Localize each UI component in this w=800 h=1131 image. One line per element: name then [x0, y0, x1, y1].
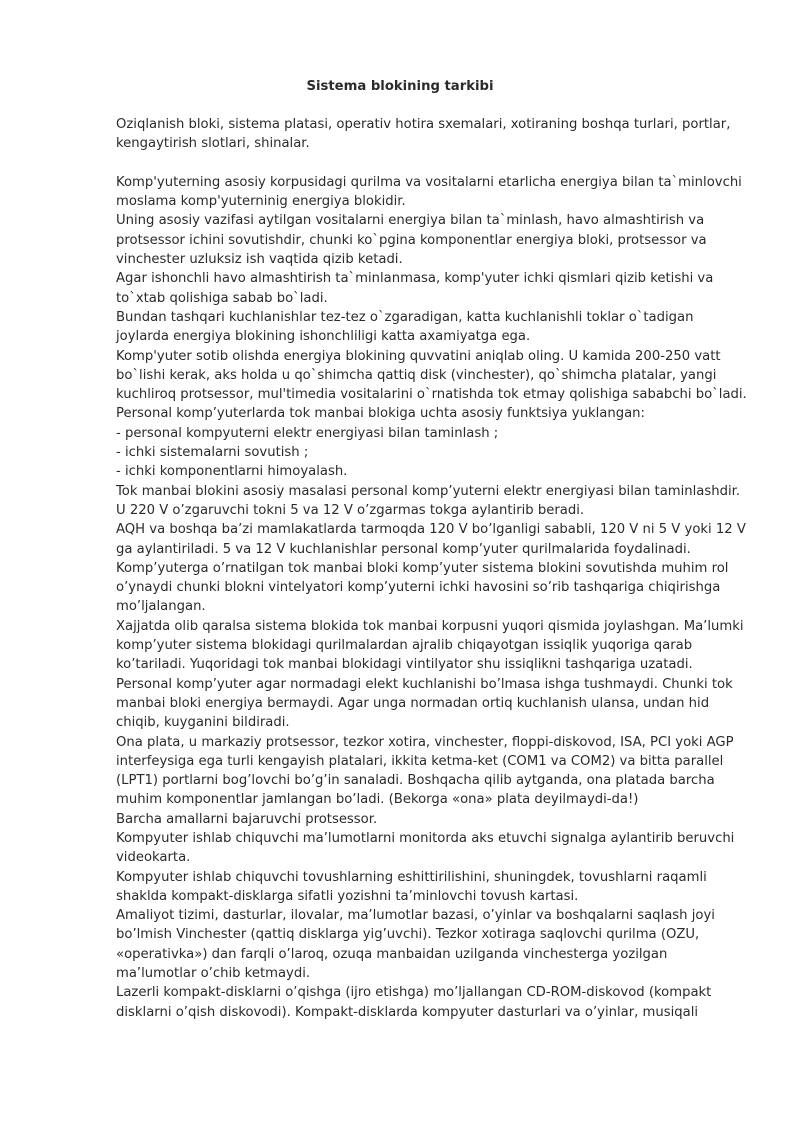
- paragraph: Personal komp’yuterlarda tok manbai blokiga uchta asosiy funktsiya yuklangan:: [116, 406, 645, 422]
- paragraph: Amaliyot tizimi, dasturlar, ilovalar, ma’lumotlar bazasi, o’yinlar va boshqalarni saqlash joyi bo’lmish Vinchester (qattiq disklarga yig’uvchi). Tezkor xotiraga saqlovchi qurilma (OZU, «operativka») dan farqli o’laroq, ozuqa manbaidan uzilganda vinchesterga yozilgan ma’lumotlar o’chib ketmaydi.: [116, 908, 715, 982]
- document-title: Sistema blokining tarkibi: [306, 79, 494, 94]
- paragraph: Lazerli kompakt-disklarni o’qishga (ijro etishga) mo’ljallangan CD-ROM-diskovod (kompakt disklarni o’qish diskovodi). Kompakt-disklarda kompyuter dasturlari va o’yinlar, musiqali: [116, 985, 712, 1020]
- paragraph: Komp'yuter sotib olishda energiya blokining quvvatini aniqlab oling. U kamida 200-250 vatt bo`lishi kerak, aks holda u qo`shimcha qattiq disk (vinchester), qo`shimcha platalar, yangi kuchliroq protsessor, mul'timedia vositalarini o`rnatishda tok etmay qolishiga sababchi bo`ladi.: [116, 348, 747, 403]
- list-item: - ichki komponentlarni himoyalash.: [116, 464, 348, 480]
- list-item: - ichki sistemalarni sovutish ;: [116, 445, 309, 461]
- paragraph: Kompyuter ishlab chiquvchi tovushlarning eshittirilishini, shuningdek, tovushlarni raqamli shaklda kompakt-disklarga sifatli yozishni ta’minlovchi tovush kartasi.: [116, 869, 707, 904]
- paragraph: AQH va boshqa ba’zi mamlakatlarda tarmoqda 120 V bo’lganligi sababli, 120 V ni 5 V yoki 12 V ga aylantiriladi. 5 va 12 V kuchlanishlar personal komp’yuter qurilmalarida foydalinadi.: [116, 522, 746, 557]
- paragraph: Personal komp’yuter agar normadagi elekt kuchlanishi bo’lmasa ishga tushmaydi. Chunki tok manbai bloki energiya bermaydi. Agar unga normadan ortiq kuchlanish ulansa, undan hid chiqib, kuyganini bildiradi.: [116, 676, 733, 731]
- list-item: - personal kompyuterni elektr energiyasi bilan taminlash ;: [116, 425, 499, 441]
- paragraph-spacer: [116, 154, 748, 173]
- paragraph: Komp'yuterning asosiy korpusidagi qurilma va vositalarni etarlicha energiya bilan ta`minlovchi moslama komp'yuterninig energiya blokidir.: [116, 174, 742, 210]
- intro-paragraph: Oziqlanish bloki, sistema platasi, operativ hotira sxemalari, xotiraning boshqa turlari, portlar, kengaytirish slotlari, shinalar.: [116, 117, 731, 152]
- paragraph: Agar ishonchli havo almashtirish ta`minlanmasa, komp'yuter ichki qismlari qizib ketishi va to`xtab qolishiga sabab bo`ladi.: [116, 271, 714, 306]
- document-body: [116, 115, 748, 1022]
- paragraph: Tok manbai blokini asosiy masalasi personal komp’yuterni elektr energiyasi bilan taminlashdir. U 220 V o’zgaruvchi tokni 5 va 12 V o’zgarmas tokga aylantirib beradi.: [116, 483, 741, 518]
- paragraph: Barcha amallarni bajaruvchi protsessor.: [116, 811, 378, 827]
- paragraph: Kompyuter ishlab chiquvchi ma’lumotlarni monitorda aks etuvchi signalga aylantirib beruvchi videokarta.: [116, 830, 735, 866]
- paragraph: Ona plata, u markaziy protsessor, tezkor xotira, vinchester, floppi-diskovod, ISA, PCI yoki AGP interfeysiga ega turli kengayish platalari, ikkita ketma-ket (COM1 va COM2) va bitta parallel (LPT1) portlarni bog’lovchi bo’g’in sanaladi. Boshqacha qilib aytganda, ona platada barcha muhim komponentlar jamlangan bo’ladi. (Bekorga «ona» plata deyilmaydi-da!): [116, 734, 734, 808]
- paragraph: Xajjatda olib qaralsa sistema blokida tok manbai korpusni yuqori qismida joylashgan. Ma’lumki komp’yuter sistema blokidagi qurilmalardan ajralib chiqayotgan issiqlik yuqoriga qarab ko’tariladi. Yuqoridagi tok manbai blokidagi vintilyator shu issiqlikni tashqariga uzatadi.: [116, 618, 744, 673]
- paragraph: Uning asosiy vazifasi aytilgan vositalarni energiya bilan ta`minlash, havo almashtirish va protsessor ichini sovutishdir, chunki ko`pgina komponentlar energiya bloki, protsessor va vinchester uzluksiz ish vaqtida qizib ketadi.: [116, 213, 707, 268]
- paragraph: Bundan tashqari kuchlanishlar tez-tez o`zgaradigan, katta kuchlanishli toklar o`tadigan joylarda energiya blokining ishonchliligi katta axamiyatga ega.: [116, 309, 694, 345]
- paragraph: Komp’yuterga o’rnatilgan tok manbai bloki komp’yuter sistema blokini sovutishda muhim rol o’ynaydi chunki blokni vintelyatori komp’yuterni ichki havosini so’rib tashqariga chiqirishga mo’ljalangan.: [116, 560, 729, 615]
